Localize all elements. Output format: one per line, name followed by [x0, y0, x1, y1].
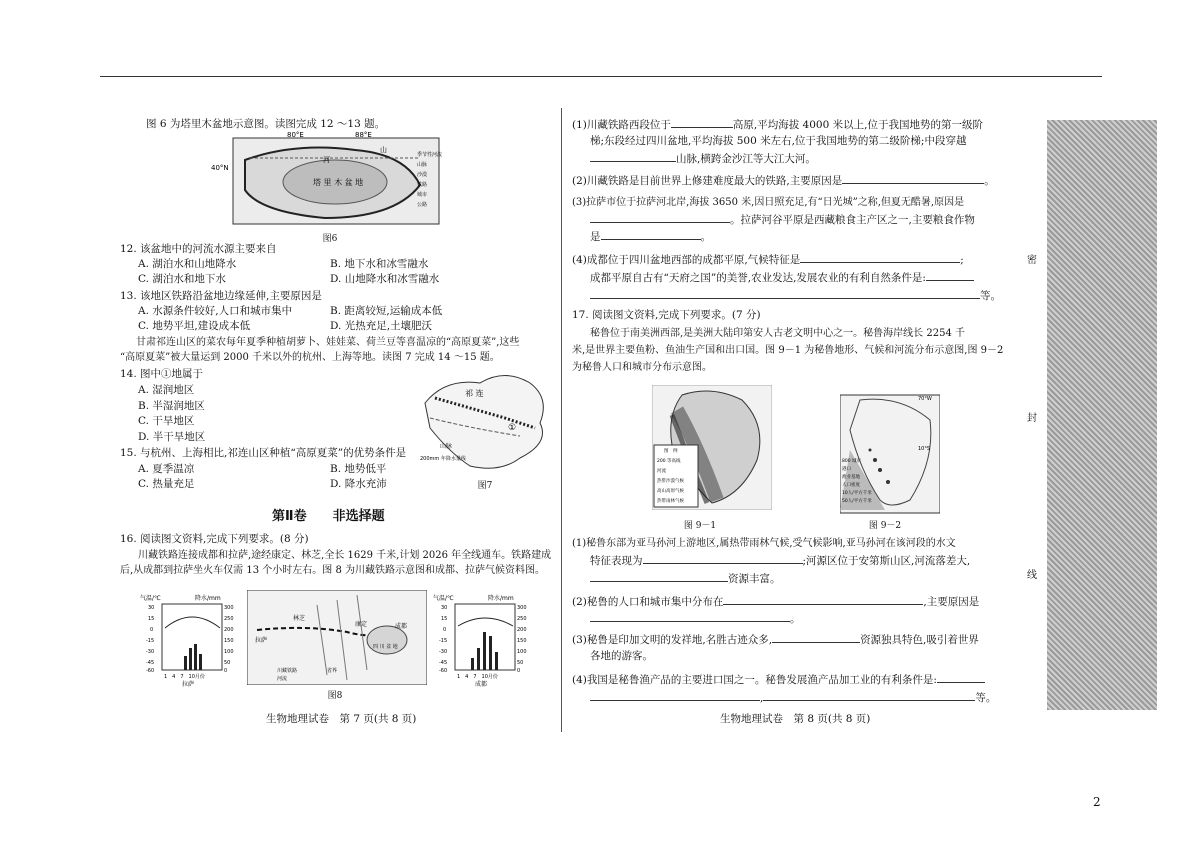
fig9-2-lon: 70°W — [918, 396, 932, 402]
q16-2-text: (2)川藏铁路是目前世界上修建难度最大的铁路,主要原因是 — [572, 175, 843, 187]
q12-13-intro: 图 6 为塔里木盆地示意图。读图完成 12 ～13 题。 — [146, 118, 386, 130]
fig6-lon2: 88°E — [355, 131, 372, 139]
fig6-basin: 塔 里 木 盆 地 — [313, 178, 364, 187]
q15-stem: 15. 与杭州、上海相比,祁连山区种植“高原夏菜”的优势条件是 — [120, 447, 407, 459]
svg-text:山脉: 山脉 — [417, 162, 428, 168]
svg-text:150: 150 — [224, 638, 234, 644]
svg-text:-45: -45 — [146, 660, 155, 666]
svg-text:50: 50 — [224, 660, 231, 666]
fig9-1-legend-title: 图 例 — [664, 449, 678, 454]
q17-2-text-b: ,主要原因是 — [923, 596, 980, 608]
q12-option-d: D. 山地降水和冰雪融水 — [330, 273, 440, 285]
svg-text:季节性河流: 季节性河流 — [417, 152, 443, 158]
section-title: 第Ⅱ卷 非选择题 — [272, 509, 385, 524]
q16-4-blank-3[interactable] — [590, 288, 980, 299]
q14-15-intro-1: 甘肃祁连山区的菜农每年夏季种植胡萝卜、娃娃菜、荷兰豆等喜温凉的“高原夏菜”,这些 — [136, 337, 520, 348]
figure-9-2-map — [840, 390, 940, 515]
figure-9-1-map — [652, 385, 772, 510]
figure-8-climate-lhasa — [140, 592, 245, 687]
q17-4-text-a: (4)我国是秘鲁渔产品的主要进口国之一。秘鲁发展渔产品加工业的有利条件是: — [572, 674, 937, 686]
figure-8-railway-map — [247, 590, 427, 685]
q15-option-b: B. 地势低平 — [330, 463, 387, 475]
svg-text:沙漠: 沙漠 — [417, 172, 428, 178]
q17-2-text-c: 。 — [790, 613, 801, 625]
q17-3-text-a: (3)秘鲁是印加文明的发祥地,名胜古迹众多, — [572, 634, 773, 646]
left-footer: 生物地理试卷 第 7 页(共 8 页) — [266, 713, 417, 725]
fig9-1-legend-highland: 高山高原气候 — [657, 489, 684, 494]
svg-text:省界: 省界 — [327, 668, 338, 674]
q16-1-text-b: 高原,平均海拔 4000 米以上,位于我国地势的第一级阶 — [732, 119, 983, 131]
svg-text:-15: -15 — [146, 638, 155, 644]
q16-3-blank-2[interactable] — [601, 229, 701, 240]
fig9-2-lat: 10°S — [918, 446, 931, 452]
svg-text:拉萨: 拉萨 — [182, 681, 195, 687]
q17-1-text-b: 特征表现为 — [590, 555, 643, 567]
fig9-1-legend-rainforest: 热带雨林气候 — [657, 499, 684, 504]
q13-option-b: B. 距离较短,运输成本低 — [330, 305, 443, 317]
q13-option-c: C. 地势平坦,建设成本低 — [138, 320, 251, 332]
svg-text:降水/mm: 降水/mm — [195, 595, 221, 602]
q16-4-text-b: 成都平原自古有“天府之国”的美誉,农业发达,发展农业的有利自然条件是: — [590, 272, 926, 284]
svg-text:0: 0 — [224, 668, 228, 674]
q16-4-text-a: (4)成都位于四川盆地西部的成都平原,气候特征是 — [572, 254, 801, 266]
q16-3-text-a: (3)拉萨市位于拉萨河北岸,海拔 3650 米,因日照充足,有“日光城”之称,但夏无酷暑,原因是 — [572, 197, 965, 208]
svg-text:成都: 成都 — [395, 623, 408, 630]
binding-mark-feng: 封 — [1025, 408, 1039, 425]
q14-stem: 14. 图中①地属于 — [120, 368, 204, 380]
svg-text:林芝: 林芝 — [293, 615, 306, 622]
q17-3-blank[interactable] — [772, 632, 860, 643]
fig7-legend-precip: 200mm 年降水量线 — [420, 456, 466, 462]
q17-4-blank-2[interactable] — [590, 690, 760, 701]
q14-option-b: B. 半湿润地区 — [138, 400, 205, 412]
binding-strip — [1047, 120, 1157, 710]
svg-text:铁路: 铁路 — [417, 182, 428, 188]
svg-text:1 4 7 10月份: 1 4 7 10月份 — [457, 674, 498, 680]
binding-mark-xian: 线 — [1025, 565, 1039, 582]
fig9-2-legend-50: 50人/平方千米 — [842, 499, 872, 504]
svg-text:气温/℃: 气温/℃ — [140, 595, 161, 602]
q17-1-text-a: (1)秘鲁东部为亚马孙河上游地区,属热带雨林气候,受气候影响,亚马孙河在该河段的水文 — [572, 538, 956, 549]
q16-4-blank-2[interactable] — [926, 270, 974, 281]
q17-2-blank-2[interactable] — [590, 611, 790, 622]
q17-2-blank-1[interactable] — [723, 594, 923, 605]
svg-text:气温/℃: 气温/℃ — [433, 595, 454, 602]
binding-mark-mi: 密 — [1025, 250, 1039, 267]
q16-stem: 16. 阅读图文资料,完成下列要求。(8 分) — [120, 533, 309, 545]
q17-stem: 17. 阅读图文资料,完成下列要求。(7 分) — [572, 309, 761, 321]
svg-text:15: 15 — [148, 616, 155, 622]
page-number: 2 — [1093, 795, 1101, 809]
svg-text:-30: -30 — [146, 649, 155, 655]
svg-text:拉萨: 拉萨 — [255, 637, 268, 644]
figure-8-caption: 图8 — [327, 691, 343, 701]
q16-3-text-c: 是 — [590, 231, 601, 243]
fig7-label-qilian: 祁 连 — [465, 389, 484, 398]
q12-option-c: C. 湖泊水和地下水 — [138, 273, 226, 285]
svg-text:-60: -60 — [146, 668, 155, 674]
figure-9-2-caption: 图 9－2 — [868, 521, 902, 531]
q17-4-blank-3[interactable] — [763, 690, 975, 701]
svg-text:-60: -60 — [439, 668, 448, 674]
q17-1-text-c: ;河源区位于安第斯山区,河流落差大, — [802, 555, 971, 567]
svg-text:-15: -15 — [439, 638, 448, 644]
fig6-river: 河 — [323, 156, 330, 164]
q17-2-text-a: (2)秘鲁的人口和城市集中分布在 — [572, 596, 724, 608]
q16-para-1: 川藏铁路连接成都和拉萨,途经康定、林芝,全长 1629 千米,计划 2026 年全线通车。铁路建成 — [138, 550, 552, 561]
svg-text:30: 30 — [148, 605, 155, 611]
q12-option-b: B. 地下水和冰雪融水 — [330, 258, 429, 270]
q14-option-d: D. 半干旱地区 — [138, 431, 206, 443]
svg-text:0: 0 — [443, 627, 447, 633]
q17-1-blank-1[interactable] — [643, 553, 803, 564]
fig6-lon1 — [287, 131, 304, 139]
page-divider — [561, 108, 562, 732]
q17-1-blank-2[interactable] — [590, 571, 728, 582]
q16-1-blank-1[interactable] — [671, 117, 733, 128]
q17-4-text-c: 等。 — [975, 692, 997, 704]
q16-3-blank-1[interactable] — [590, 212, 730, 223]
svg-text:河流: 河流 — [277, 676, 288, 682]
fig9-2-legend-city: 800 城市 — [842, 459, 862, 464]
q14-option-c: C. 干旱地区 — [138, 415, 195, 427]
figure-7-map — [410, 368, 555, 478]
q16-1-blank-2[interactable] — [590, 151, 676, 162]
svg-text:300: 300 — [517, 605, 527, 611]
svg-text:成都: 成都 — [475, 681, 488, 687]
q15-option-d: D. 降水充沛 — [330, 478, 387, 490]
svg-text:250: 250 — [517, 616, 527, 622]
svg-text:80°E: 80°E — [287, 131, 304, 139]
q14-option-a: A. 湿润地区 — [138, 384, 195, 396]
svg-text:川藏铁路: 川藏铁路 — [277, 668, 298, 674]
q17-4-text-b: , — [760, 692, 764, 704]
figure-6-caption: 图6 — [322, 234, 338, 244]
svg-text:-30: -30 — [439, 649, 448, 655]
svg-text:0: 0 — [150, 627, 154, 633]
q16-1-text-c: 梯;东段经过四川盆地,平均海拔 500 米左右,位于我国地势的第二级阶梯;中段穿越 — [590, 135, 967, 147]
q17-4-blank-1[interactable] — [937, 672, 985, 683]
fig9-1-legend-contour: 200 等高线 — [657, 459, 681, 464]
fig6-lat: 40°N — [211, 164, 229, 172]
fig9-1-legend-river: 河流 — [657, 469, 666, 474]
q17-3-text-b: 资源独具特色,吸引着世界 — [860, 634, 979, 646]
fig9-2-legend-port: 港口 — [842, 467, 851, 472]
q14-15-intro-2: “高原夏菜”被大量运到 2000 千米以外的杭州、上海等地。读图 7 完成 14 ～15 题。 — [120, 352, 500, 363]
figure-9-1-caption: 图 9－1 — [683, 521, 717, 531]
q12-option-a: A. 湖泊水和山地降水 — [138, 258, 237, 270]
fig9-1-legend-desert: 热带沙漠气候 — [657, 479, 684, 484]
q16-1-text-d: 山脉,横跨金沙江等大江大河。 — [676, 153, 816, 165]
svg-text:30: 30 — [441, 605, 448, 611]
q16-4-text-c: 等。 — [980, 290, 1001, 302]
q15-option-a: A. 夏季温凉 — [138, 463, 195, 475]
q17-1-text-d: 资源丰富。 — [728, 573, 781, 585]
fig9-2-legend-fishery: 渔业基地 — [842, 475, 860, 480]
figure-8-climate-chengdu — [433, 592, 538, 687]
q16-3-text-b: 。拉萨河谷平原是西藏粮食主产区之一,主要粮食作物 — [730, 214, 975, 226]
svg-text:降水/mm: 降水/mm — [488, 595, 514, 602]
q12-stem: 12. 该盆地中的河流水源主要来自 — [120, 243, 277, 255]
q13-option-d: D. 光热充足,土壤肥沃 — [330, 320, 433, 332]
q13-stem: 13. 该地区铁路沿盆地边缘延伸,主要原因是 — [120, 290, 322, 302]
q17-3-text-c: 各地的游客。 — [590, 650, 653, 662]
right-footer: 生物地理试卷 第 8 页(共 8 页) — [720, 713, 871, 725]
svg-text:200: 200 — [517, 627, 527, 633]
fig9-2-legend-density: 人口密度 — [842, 483, 860, 488]
svg-text:-45: -45 — [439, 660, 448, 666]
figure-6-map — [205, 130, 470, 235]
q16-2-blank[interactable] — [842, 173, 984, 184]
fig7-label-1: ① — [508, 423, 517, 433]
svg-text:15: 15 — [441, 616, 448, 622]
svg-text:300: 300 — [224, 605, 234, 611]
q17-para-2: 米,是世界主要鱼粉、鱼油生产国和出口国。图 9－1 为秘鲁地形、气候和河流分布示意图,图 9－2 — [572, 345, 1004, 356]
svg-text:1 4 7 10月份: 1 4 7 10月份 — [164, 674, 205, 680]
fig6-mountain: 山 — [380, 146, 387, 154]
svg-text:200: 200 — [224, 627, 234, 633]
svg-text:0: 0 — [517, 668, 521, 674]
fig7-legend-mountain: 山脉 — [440, 443, 453, 450]
fig9-2-legend-10: 10人/平方千米 — [842, 491, 872, 496]
svg-text:250: 250 — [224, 616, 234, 622]
q15-option-c: C. 热量充足 — [138, 478, 195, 490]
svg-text:100: 100 — [224, 649, 234, 655]
svg-text:城市: 城市 — [417, 192, 428, 198]
figure-7-caption: 图7 — [477, 481, 493, 491]
q16-para-2: 后,从成都到拉萨坐火车仅需 13 个小时左右。图 8 为川藏铁路示意图和成都、拉萨气候资料图。 — [120, 565, 545, 576]
q17-para-1: 秘鲁位于南美洲西部,是美洲大陆印第安人古老文明中心之一。秘鲁海岸线长 2254 千 — [590, 328, 965, 339]
svg-text:四 川 盆 地: 四 川 盆 地 — [373, 644, 398, 650]
svg-text:康定: 康定 — [355, 621, 368, 628]
q16-4-blank-1[interactable] — [800, 252, 960, 263]
svg-text:50: 50 — [517, 660, 524, 666]
svg-text:公路: 公路 — [417, 202, 428, 208]
svg-text:100: 100 — [517, 649, 527, 655]
top-rule — [100, 76, 1102, 77]
svg-text:150: 150 — [517, 638, 527, 644]
q13-option-a: A. 水源条件较好,人口和城市集中 — [138, 305, 293, 317]
q17-para-3: 为秘鲁人口和城市分布示意图。 — [572, 362, 712, 373]
q16-1-text-a: (1)川藏铁路西段位于 — [572, 119, 671, 131]
